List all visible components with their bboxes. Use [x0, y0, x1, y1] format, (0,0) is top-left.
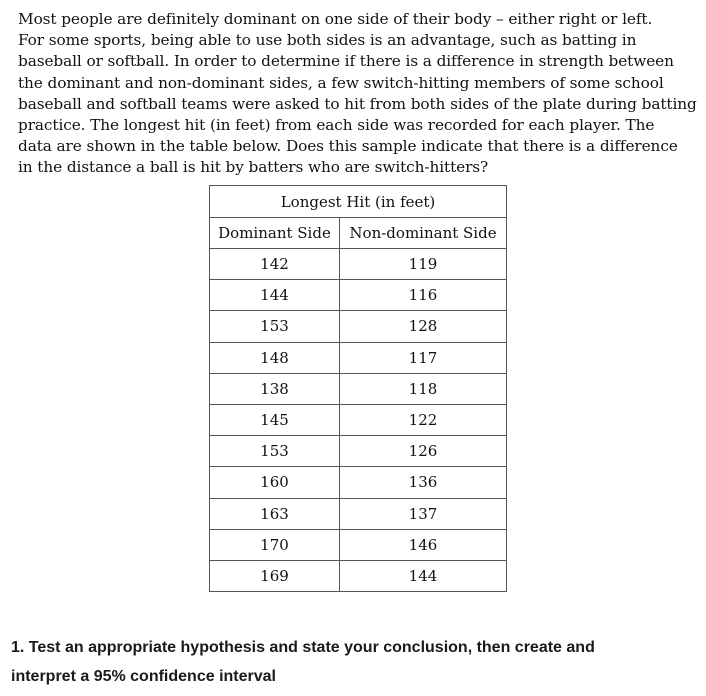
longest-hit-table [209, 185, 507, 592]
non-dominant-value: 122 [340, 404, 507, 435]
passage-line: Most people are definitely dominant on one side of their body – either right or left. [18, 10, 653, 28]
dominant-value: 170 [210, 529, 340, 560]
non-dominant-value: 117 [340, 342, 507, 373]
non-dominant-value: 136 [340, 467, 507, 498]
passage-line: practice. The longest hit (in feet) from each side was recorded for each player. The [18, 116, 655, 135]
non-dominant-value: 137 [340, 498, 507, 529]
table-row [210, 280, 507, 311]
dominant-value: 163 [210, 498, 340, 529]
dominant-value: 153 [210, 311, 340, 342]
table-row [210, 249, 507, 280]
non-dominant-value: 144 [340, 560, 507, 591]
dominant-value: 148 [210, 342, 340, 373]
dominant-value: 144 [210, 280, 340, 311]
table-row [210, 498, 507, 529]
table-caption: Longest Hit (in feet) [210, 186, 507, 218]
passage-line: data are shown in the table below. Does this sample indicate that there is a difference [18, 137, 678, 156]
table-row [210, 311, 507, 342]
passage-line: in the distance a ball is hit by batters who are switch-hitters? [18, 158, 489, 177]
passage-line: For some sports, being able to use both sides is an advantage, such as batting in [18, 31, 637, 50]
dominant-value: 142 [210, 249, 340, 280]
non-dominant-value: 119 [340, 249, 507, 280]
non-dominant-value: 146 [340, 529, 507, 560]
passage-line: baseball and softball teams were asked to hit from both sides of the plate during batting [18, 94, 697, 113]
problem-passage [18, 9, 698, 179]
question-prompt [11, 633, 691, 691]
dominant-value: 138 [210, 373, 340, 404]
non-dominant-value: 118 [340, 373, 507, 404]
table-row [210, 342, 507, 373]
table-row [210, 404, 507, 435]
question-line: 1. Test an appropriate hypothesis and state your conclusion, then create and [11, 639, 595, 656]
question-line: interpret a 95% confidence interval [11, 668, 276, 685]
table-row [210, 560, 507, 591]
passage-line: the dominant and non-dominant sides, a few switch-hitting members of some school [18, 73, 664, 92]
dominant-value: 160 [210, 467, 340, 498]
table-row [210, 436, 507, 467]
passage-line: baseball or softball. In order to determine if there is a difference in strength between [18, 52, 674, 71]
non-dominant-value: 128 [340, 311, 507, 342]
table-row [210, 373, 507, 404]
dominant-value: 145 [210, 404, 340, 435]
header-non-dominant-side: Non-dominant Side [340, 218, 507, 249]
non-dominant-value: 126 [340, 436, 507, 467]
dominant-value: 153 [210, 436, 340, 467]
table-row [210, 529, 507, 560]
table-row [210, 467, 507, 498]
non-dominant-value: 116 [340, 280, 507, 311]
dominant-value: 169 [210, 560, 340, 591]
header-dominant-side: Dominant Side [210, 218, 340, 249]
